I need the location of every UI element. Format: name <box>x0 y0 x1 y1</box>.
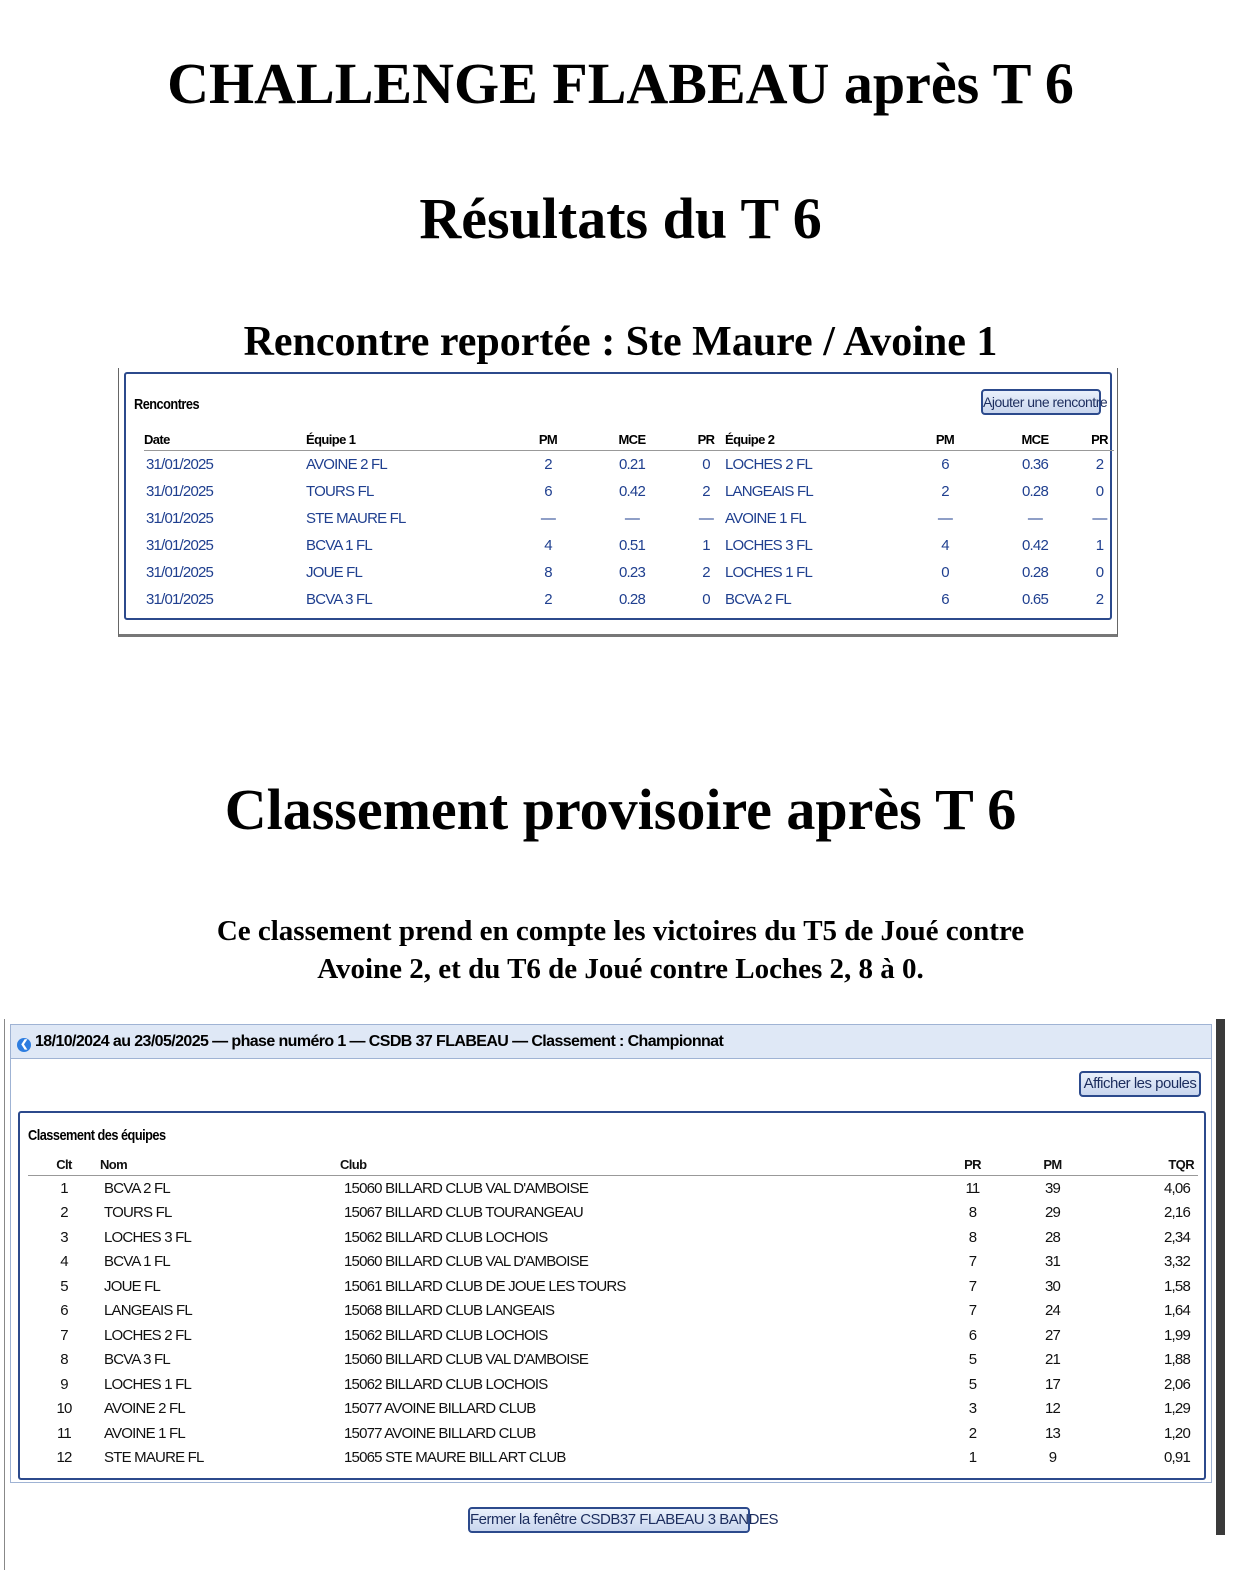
match-cell: 0.23 <box>619 564 645 581</box>
match-cell: 0.36 <box>1022 456 1048 473</box>
ranking-cell: STE MAURE FL <box>104 1449 204 1467</box>
ranking-row[interactable] <box>28 1250 1198 1275</box>
column-header: MCE <box>985 428 1085 451</box>
ranking-row[interactable] <box>28 1274 1198 1299</box>
match-row[interactable] <box>144 451 1114 479</box>
ranking-cell: 31 <box>1044 1253 1061 1271</box>
match-cell: 2 <box>1095 456 1104 473</box>
ranking-cell: 15065 STE MAURE BILL ART CLUB <box>344 1449 566 1467</box>
match-cell: STE MAURE FL <box>306 510 406 527</box>
ranking-cell: 12 <box>1044 1400 1061 1418</box>
ranking-cell: 24 <box>1044 1302 1061 1320</box>
match-cell: 6 <box>941 456 949 473</box>
match-cell: LOCHES 2 FL <box>725 456 813 473</box>
match-cell: 31/01/2025 <box>146 591 214 608</box>
column-header: PR <box>1085 428 1114 451</box>
match-cell: BCVA 2 FL <box>725 591 791 608</box>
column-header: Club <box>340 1153 935 1176</box>
ranking-cell: 6 <box>968 1326 977 1344</box>
ranking-header-row <box>28 1153 1198 1176</box>
match-cell: 2 <box>702 483 710 500</box>
column-header: PM <box>1010 1153 1095 1176</box>
ranking-cell: 9 <box>60 1375 68 1393</box>
ranking-cell: 4,06 <box>1164 1179 1190 1197</box>
ranking-cell: 1,20 <box>1164 1424 1190 1442</box>
match-cell: 31/01/2025 <box>146 456 214 473</box>
ranking-cell: TOURS FL <box>104 1204 172 1222</box>
matches-frame <box>124 372 1112 620</box>
match-cell: 8 <box>544 564 552 581</box>
ranking-cell: BCVA 2 FL <box>104 1179 170 1197</box>
ranking-cell: 15061 BILLARD CLUB DE JOUE LES TOURS <box>344 1277 626 1295</box>
ranking-cell: 3 <box>968 1400 977 1418</box>
ranking-cell: 13 <box>1044 1424 1061 1442</box>
ranking-row[interactable] <box>28 1323 1198 1348</box>
ranking-cell: 17 <box>1044 1375 1061 1393</box>
match-cell: 0 <box>941 564 949 581</box>
ranking-cell: 15062 BILLARD CLUB LOCHOIS <box>344 1326 548 1344</box>
match-cell: 2 <box>544 456 552 473</box>
match-cell: 6 <box>941 591 949 608</box>
ranking-cell: 1,29 <box>1164 1400 1190 1418</box>
match-cell: 4 <box>941 537 949 554</box>
match-cell: 4 <box>544 537 552 554</box>
column-header: PM <box>519 428 577 451</box>
match-cell: — <box>698 510 714 527</box>
column-header: Date <box>144 428 306 451</box>
ranking-cell: AVOINE 2 FL <box>104 1400 185 1418</box>
ranking-cell: 2 <box>968 1424 977 1442</box>
ranking-cell: 10 <box>56 1400 72 1418</box>
ranking-cell: 27 <box>1044 1326 1061 1344</box>
ranking-cell: 11 <box>965 1179 980 1197</box>
ranking-cell: 9 <box>1048 1449 1057 1467</box>
match-cell: JOUE FL <box>306 564 363 581</box>
ranking-window-title: 18/10/2024 au 23/05/2025 — phase numéro 1 — CSDB 37 FLABEAU — Classement : Championnat <box>35 1033 724 1050</box>
ranking-cell: 1 <box>60 1179 68 1197</box>
match-cell: AVOINE 1 FL <box>725 510 806 527</box>
ranking-row[interactable] <box>28 1446 1198 1471</box>
show-pools-button[interactable]: Afficher les poules <box>1079 1071 1201 1097</box>
match-row[interactable] <box>144 478 1114 505</box>
column-header: PR <box>935 1153 1010 1176</box>
match-cell: — <box>540 510 556 527</box>
column-header: MCE <box>577 428 687 451</box>
ranking-cell: 1,88 <box>1164 1351 1190 1369</box>
match-cell: 0.42 <box>1022 537 1048 554</box>
ranking-cell: 2,06 <box>1164 1375 1190 1393</box>
match-cell: 0.42 <box>619 483 645 500</box>
match-cell: 1 <box>702 537 710 554</box>
ranking-cell: 15060 BILLARD CLUB VAL D'AMBOISE <box>344 1179 589 1197</box>
ranking-cell: 15077 AVOINE BILLARD CLUB <box>344 1400 536 1418</box>
standings-note-line-1: Ce classement prend en compte les victoires du T5 de Joué contre <box>216 915 1025 947</box>
match-cell: 0.21 <box>619 456 645 473</box>
match-cell: 31/01/2025 <box>146 564 214 581</box>
match-cell: 0.28 <box>1022 483 1048 500</box>
ranking-cell: 3 <box>60 1228 68 1246</box>
column-header: Clt <box>28 1153 100 1176</box>
ranking-cell: 4 <box>60 1253 68 1271</box>
match-cell: 31/01/2025 <box>146 483 214 500</box>
match-cell: 2 <box>941 483 949 500</box>
ranking-cell: 15060 BILLARD CLUB VAL D'AMBOISE <box>344 1351 589 1369</box>
ranking-cell: 1,64 <box>1164 1302 1190 1320</box>
match-cell: 0.65 <box>1022 591 1048 608</box>
ranking-cell: 8 <box>968 1228 977 1246</box>
ranking-cell: 5 <box>968 1351 977 1369</box>
match-cell: 0 <box>1095 564 1104 581</box>
ranking-cell: JOUE FL <box>104 1277 161 1295</box>
match-cell: BCVA 1 FL <box>306 537 372 554</box>
ranking-cell: 1 <box>968 1449 977 1467</box>
match-cell: 2 <box>702 564 710 581</box>
standings-heading: Classement provisoire après T 6 <box>224 777 1017 842</box>
ranking-row[interactable] <box>28 1397 1198 1422</box>
ranking-cell: 1,58 <box>1164 1277 1190 1295</box>
match-cell: 0 <box>1095 483 1104 500</box>
ranking-cell: 0,91 <box>1164 1449 1190 1467</box>
match-row[interactable] <box>144 532 1114 559</box>
postponed-match-heading: Rencontre reportée : Ste Maure / Avoine 1 <box>243 319 998 365</box>
match-row[interactable] <box>144 586 1114 613</box>
ranking-cell: 7 <box>968 1253 977 1271</box>
ranking-cell: 30 <box>1044 1277 1061 1295</box>
ranking-cell: LOCHES 3 FL <box>104 1228 192 1246</box>
match-cell: — <box>624 510 640 527</box>
ranking-cell: 7 <box>968 1277 977 1295</box>
standings-note-line-2: Avoine 2, et du T6 de Joué contre Loches 2, 8 à 0. <box>317 953 924 985</box>
ranking-cell: 3,32 <box>1164 1253 1190 1271</box>
ranking-cell: 6 <box>60 1302 68 1320</box>
ranking-cell: BCVA 3 FL <box>104 1351 170 1369</box>
ranking-cell: LOCHES 1 FL <box>104 1375 192 1393</box>
match-cell: 0 <box>702 456 710 473</box>
match-cell: — <box>937 510 953 527</box>
match-cell: LANGEAIS FL <box>725 483 813 500</box>
ranking-panel <box>18 1111 1206 1480</box>
match-cell: 0.28 <box>1022 564 1048 581</box>
ranking-row[interactable] <box>28 1201 1198 1226</box>
matches-table <box>144 428 1114 613</box>
ranking-cell: LOCHES 2 FL <box>104 1326 192 1344</box>
ranking-window <box>4 1019 1215 1570</box>
collapse-arrow-icon[interactable]: ❮ <box>17 1038 31 1052</box>
close-window-button[interactable]: Fermer la fenêtre CSDB37 FLABEAU 3 BANDES <box>468 1507 750 1533</box>
matches-header-row <box>144 428 1114 451</box>
match-cell: 0.28 <box>619 591 645 608</box>
matches-title: Rencontres <box>134 396 200 413</box>
ranking-cell: 8 <box>60 1351 68 1369</box>
match-cell: 0 <box>702 591 710 608</box>
ranking-cell: 1,99 <box>1164 1326 1190 1344</box>
ranking-cell: AVOINE 1 FL <box>104 1424 185 1442</box>
ranking-cell: 7 <box>60 1326 68 1344</box>
ranking-cell: 5 <box>60 1277 68 1295</box>
column-header: TQR <box>1095 1153 1198 1176</box>
match-row[interactable] <box>144 559 1114 586</box>
ranking-cell: 15060 BILLARD CLUB VAL D'AMBOISE <box>344 1253 589 1271</box>
column-header: Nom <box>100 1153 340 1176</box>
window-scrollbar[interactable] <box>1216 1019 1225 1535</box>
ranking-cell: 12 <box>56 1449 72 1467</box>
ranking-row[interactable] <box>28 1348 1198 1373</box>
match-cell: 0.51 <box>619 537 645 554</box>
match-cell: — <box>1092 510 1107 527</box>
ranking-cell: 7 <box>968 1302 977 1320</box>
match-cell: LOCHES 1 FL <box>725 564 813 581</box>
ranking-cell: 29 <box>1044 1204 1061 1222</box>
column-header: Équipe 2 <box>725 428 905 451</box>
ranking-cell: 15062 BILLARD CLUB LOCHOIS <box>344 1228 548 1246</box>
column-header: Équipe 1 <box>306 428 519 451</box>
ranking-cell: 11 <box>57 1424 71 1442</box>
ranking-cell: 21 <box>1044 1351 1061 1369</box>
ranking-cell: 5 <box>968 1375 977 1393</box>
match-cell: 6 <box>544 483 552 500</box>
ranking-cell: 8 <box>968 1204 977 1222</box>
match-cell: 31/01/2025 <box>146 510 214 527</box>
ranking-cell: 28 <box>1044 1228 1061 1246</box>
ranking-row[interactable] <box>28 1299 1198 1324</box>
ranking-panel-title: Classement des équipes <box>28 1127 166 1144</box>
match-cell: 2 <box>544 591 552 608</box>
ranking-cell: 15062 BILLARD CLUB LOCHOIS <box>344 1375 548 1393</box>
ranking-cell: 15068 BILLARD CLUB LANGEAIS <box>344 1302 555 1320</box>
ranking-cell: 2,16 <box>1164 1204 1190 1222</box>
add-match-button[interactable]: Ajouter une rencontre <box>981 389 1101 415</box>
match-cell: LOCHES 3 FL <box>725 537 813 554</box>
ranking-cell: BCVA 1 FL <box>104 1253 170 1271</box>
matches-panel <box>118 368 1118 637</box>
match-cell: 2 <box>1095 591 1104 608</box>
match-cell: 1 <box>1095 537 1104 554</box>
ranking-cell: 15067 BILLARD CLUB TOURANGEAU <box>344 1204 583 1222</box>
column-header: PM <box>905 428 985 451</box>
column-header: PR <box>687 428 725 451</box>
ranking-cell: LANGEAIS FL <box>104 1302 192 1320</box>
ranking-row[interactable] <box>28 1421 1198 1446</box>
ranking-cell: 39 <box>1044 1179 1061 1197</box>
match-cell: TOURS FL <box>306 483 374 500</box>
ranking-cell: 2 <box>60 1204 68 1222</box>
match-cell: — <box>1027 510 1043 527</box>
match-cell: 31/01/2025 <box>146 537 214 554</box>
ranking-row[interactable] <box>28 1225 1198 1250</box>
match-cell: AVOINE 2 FL <box>306 456 387 473</box>
document-title: CHALLENGE FLABEAU après T 6 <box>167 51 1074 116</box>
match-row[interactable] <box>144 505 1114 532</box>
standings-note <box>0 912 1241 988</box>
ranking-window-body <box>10 1057 1212 1483</box>
ranking-cell: 2,34 <box>1164 1228 1190 1246</box>
results-heading: Résultats du T 6 <box>419 186 822 251</box>
ranking-row[interactable] <box>28 1372 1198 1397</box>
match-cell: BCVA 3 FL <box>306 591 372 608</box>
ranking-window-titlebar <box>10 1024 1212 1059</box>
ranking-cell: 15077 AVOINE BILLARD CLUB <box>344 1424 536 1442</box>
ranking-row[interactable] <box>28 1176 1198 1201</box>
ranking-table <box>28 1153 1198 1470</box>
